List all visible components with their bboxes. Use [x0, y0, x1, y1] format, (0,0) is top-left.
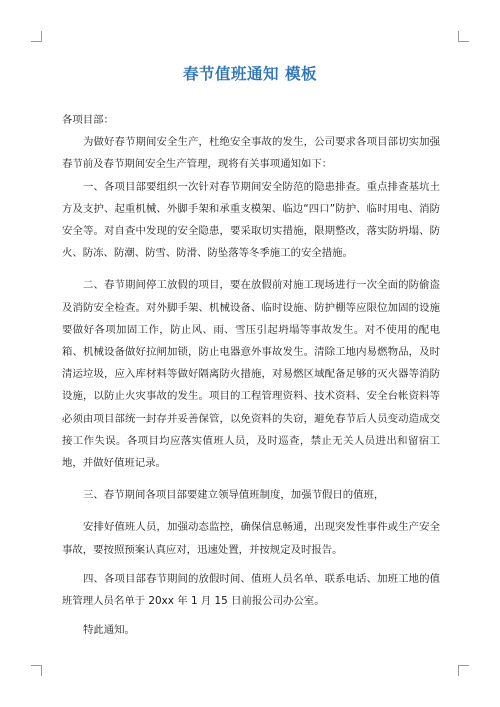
page-corner-mark-top-left	[31, 31, 42, 42]
paragraph-item-2: 二、春节期间停工放假的项目，要在放假前对施工现场进行一次全面的防偷盗及消防安全检查。对外脚手架、机械设备、临时设施、防护棚等应限位加固的设施要做好各项加固工作，防止风、雨、雪压引起坍塌等事故发生。对不使用的配电箱、机械设备做好拉闸加锁，防止电器意外事故发生。清除工地内易燃物品，及时清运垃圾，应入库材料等做好隔离防火措施，对易燃区域配备足够的灭火器等消防设施，以防止火灾事故的发生。项目的工程管理资料、技术资料、安全台帐资料等必须由项目部统一封存并妥善保管，以免资料的失窃，避免春节后人员变动造成交接工作失误。各项目均应落实值班人员，及时巡查，禁止无关人员进出和留宿工地，并做好值班记录。	[62, 279, 440, 470]
paragraph-item-4: 四、各项目部春节期间的放假时间、值班人员名单、联系电话、加班工地的值班管理人员名单于 20xx 年 1 月 15 日前报公司办公室。	[62, 572, 440, 608]
salutation: 各项目部：	[62, 114, 114, 126]
document-body	[62, 109, 440, 641]
closing-line: 特此通知。	[83, 624, 135, 637]
paragraph-item-3: 三、春节期间各项目部要建立领导值班制度，加强节假日的值班，	[83, 489, 385, 502]
paragraph-item-1: 一、各项目部要组织一次针对春节期间安全防范的隐患排查。重点排查基坑土方及支护、起重机械、外脚手架和承重支模架、临边“四口”防护、临时用电、消防安全等。对自查中发现的安全隐患，要采取切实措施，限期整改，落实防坍塌、防火、防冻、防潮、防雪、防滑、防坠落等冬季施工的安全措施。	[62, 180, 440, 260]
paragraph-item-3-continued: 安排好值班人员，加强动态监控，确保信息畅通，出现突发性事件或生产安全事故，要按照预案认真应对，迅速处置，并按规定及时报告。	[62, 521, 440, 556]
page-corner-mark-top-right	[458, 31, 469, 42]
page-corner-mark-bottom-left	[31, 665, 42, 676]
document-title: 春节值班通知 模板	[183, 65, 317, 83]
paragraph-intro: 为做好春节期间安全生产，杜绝安全事故的发生，公司要求各项目部切实加强春节前及春节期间安全生产管理，现将有关事项通知如下：	[62, 136, 440, 171]
page-corner-mark-bottom-right	[458, 665, 469, 676]
